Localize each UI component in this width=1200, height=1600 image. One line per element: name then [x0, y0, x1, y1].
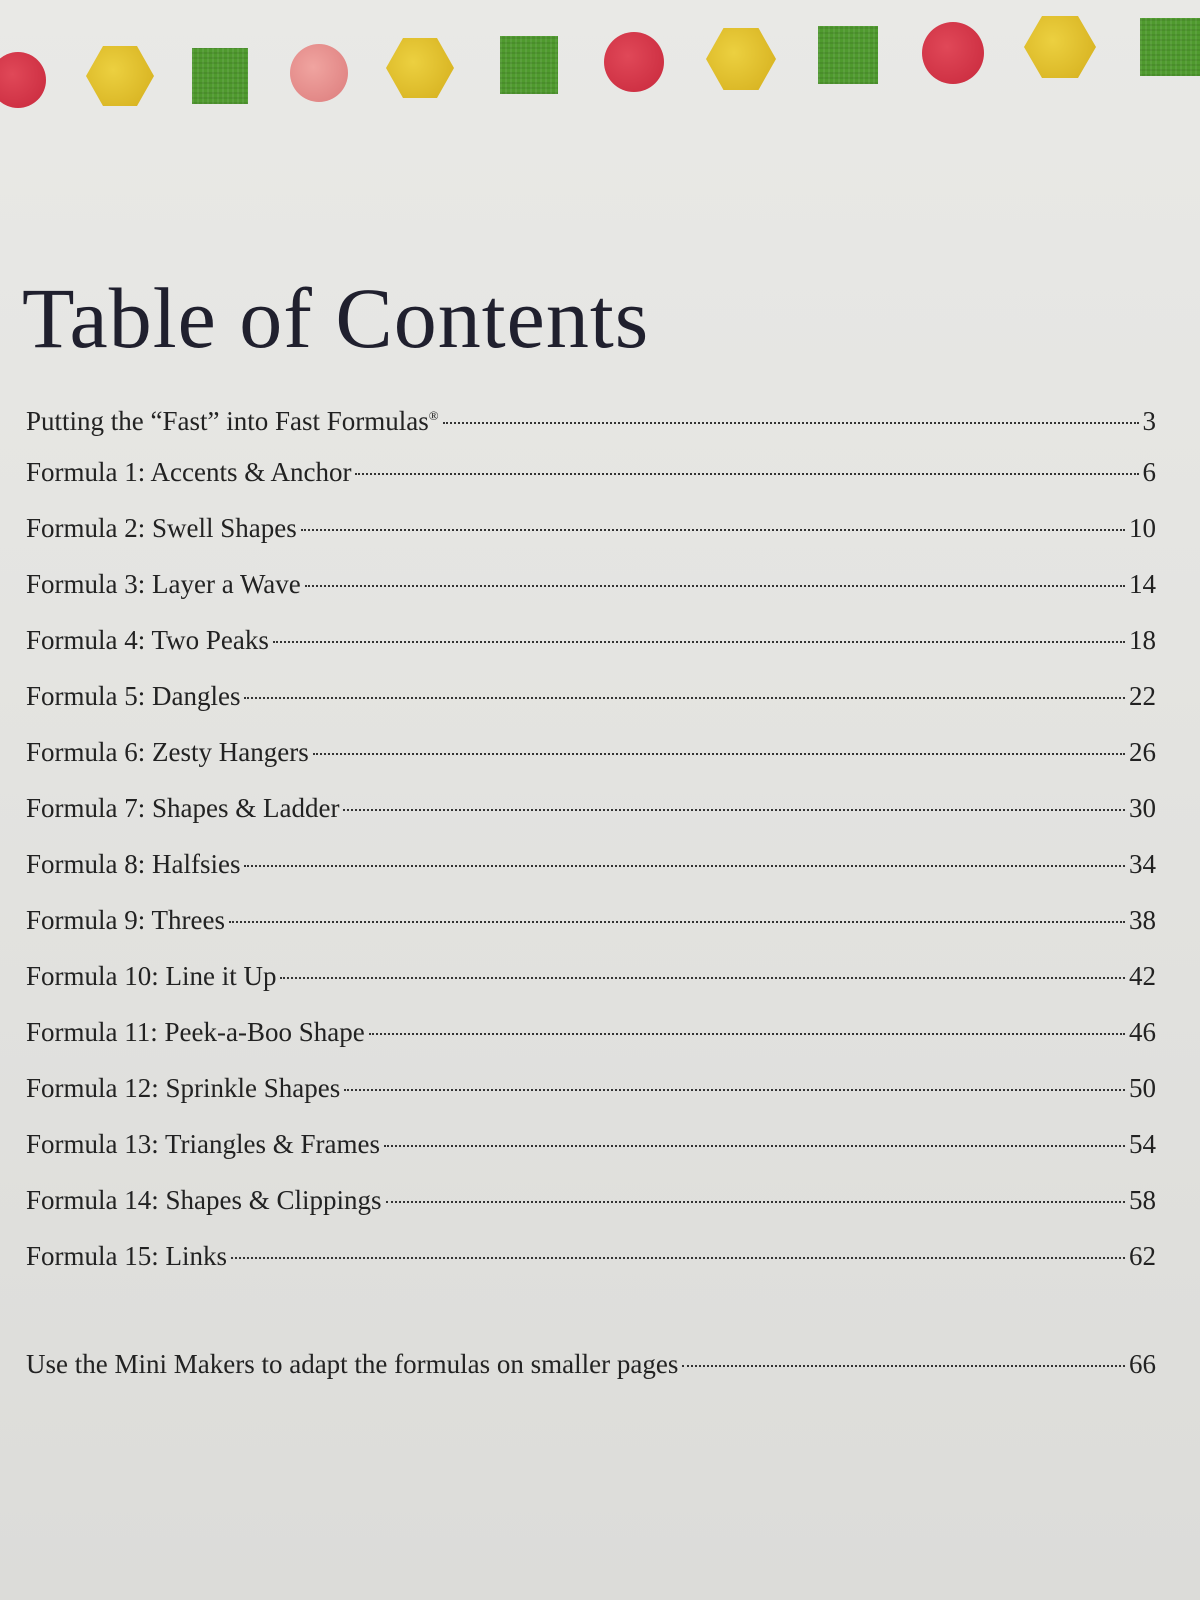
- dot-leader: [369, 1033, 1125, 1035]
- dot-leader: [280, 977, 1125, 979]
- yellow-hexagon-icon: [706, 28, 776, 90]
- red-circle-icon: [0, 52, 46, 108]
- toc-entry-label: Putting the “Fast” into Fast Formulas®: [26, 406, 439, 436]
- yellow-hexagon-icon: [1024, 16, 1096, 78]
- toc-entry[interactable]: [26, 612, 1156, 668]
- toc-page-number: 42: [1129, 961, 1156, 991]
- dot-leader: [443, 422, 1139, 424]
- green-square-icon: [818, 26, 878, 84]
- toc-entry-mini-makers[interactable]: [26, 1336, 1156, 1392]
- toc-entry-label: Formula 4: Two Peaks: [26, 625, 269, 655]
- toc-entry[interactable]: [26, 892, 1156, 948]
- toc-page-number: 18: [1129, 625, 1156, 655]
- toc-entry-label: Formula 12: Sprinkle Shapes: [26, 1073, 341, 1103]
- toc-entry-label: Formula 3: Layer a Wave: [26, 569, 301, 599]
- yellow-hexagon-icon: [86, 46, 154, 106]
- toc-page-number: 58: [1129, 1185, 1156, 1215]
- toc-page-number: 26: [1129, 737, 1156, 767]
- red-circle-icon: [922, 22, 984, 84]
- dot-leader: [231, 1257, 1125, 1259]
- toc-entry-label: Formula 6: Zesty Hangers: [26, 737, 309, 767]
- toc-entry[interactable]: [26, 836, 1156, 892]
- green-square-icon: [500, 36, 558, 94]
- toc-entry-label: Formula 8: Halfsies: [26, 849, 241, 879]
- toc-entry-label: Formula 9: Threes: [26, 905, 225, 935]
- page-title: Table of Contents: [22, 270, 650, 366]
- toc-entry[interactable]: [26, 1004, 1156, 1060]
- toc-entry-label: Formula 13: Triangles & Frames: [26, 1129, 381, 1159]
- toc-entry[interactable]: [26, 1172, 1156, 1228]
- toc-page-number: 46: [1129, 1017, 1156, 1047]
- dot-leader: [244, 697, 1125, 699]
- toc-entry[interactable]: [26, 668, 1156, 724]
- toc-page-number: 62: [1129, 1241, 1156, 1271]
- dot-leader: [343, 809, 1125, 811]
- toc-page-number: 14: [1129, 569, 1156, 599]
- toc-entry[interactable]: [26, 1116, 1156, 1172]
- toc-page-number: 10: [1129, 513, 1156, 543]
- dot-leader: [301, 529, 1125, 531]
- dot-leader: [273, 641, 1125, 643]
- toc-entry[interactable]: [26, 444, 1156, 500]
- registered-mark: ®: [428, 408, 439, 423]
- dot-leader: [244, 865, 1125, 867]
- red-circle-icon: [604, 32, 664, 92]
- toc-page-number: 30: [1129, 793, 1156, 823]
- toc-entry[interactable]: [26, 724, 1156, 780]
- toc-page-number: 50: [1129, 1073, 1156, 1103]
- toc-entry[interactable]: [26, 500, 1156, 556]
- toc-entry-label: Formula 14: Shapes & Clippings: [26, 1185, 382, 1215]
- dot-leader: [313, 753, 1125, 755]
- decorative-shape-border: [0, 0, 1200, 140]
- table-of-contents: [26, 388, 1156, 1392]
- toc-entry-label: Formula 11: Peek-a-Boo Shape: [26, 1017, 365, 1047]
- toc-entry-label: Formula 1: Accents & Anchor: [26, 457, 352, 487]
- dot-leader: [229, 921, 1125, 923]
- toc-entry[interactable]: [26, 388, 1156, 444]
- yellow-hexagon-icon: [386, 38, 454, 98]
- toc-entry[interactable]: [26, 780, 1156, 836]
- dot-leader: [386, 1201, 1125, 1203]
- green-square-icon: [192, 48, 248, 104]
- toc-page-number: 38: [1129, 905, 1156, 935]
- toc-entry-label: Formula 10: Line it Up: [26, 961, 277, 991]
- toc-entry-label: Use the Mini Makers to adapt the formulas on smaller pages: [26, 1349, 679, 1379]
- pink-circle-icon: [290, 44, 348, 102]
- toc-entry[interactable]: [26, 556, 1156, 612]
- dot-leader: [355, 473, 1138, 475]
- toc-entry[interactable]: [26, 948, 1156, 1004]
- toc-entry-label: Formula 5: Dangles: [26, 681, 241, 711]
- toc-page-number: 34: [1129, 849, 1156, 879]
- dot-leader: [384, 1145, 1125, 1147]
- toc-entry-label: Formula 7: Shapes & Ladder: [26, 793, 340, 823]
- toc-entry[interactable]: [26, 1060, 1156, 1116]
- toc-entry-label: Formula 15: Links: [26, 1241, 227, 1271]
- toc-page-number: 54: [1129, 1129, 1156, 1159]
- dot-leader: [682, 1365, 1125, 1367]
- toc-entry[interactable]: [26, 1228, 1156, 1284]
- toc-page-number: 3: [1142, 406, 1156, 436]
- toc-page-number: 66: [1129, 1349, 1156, 1379]
- dot-leader: [305, 585, 1125, 587]
- green-square-icon: [1140, 18, 1200, 76]
- toc-page-number: 22: [1129, 681, 1156, 711]
- toc-entry-label: Formula 2: Swell Shapes: [26, 513, 297, 543]
- dot-leader: [344, 1089, 1125, 1091]
- toc-page-number: 6: [1142, 457, 1156, 487]
